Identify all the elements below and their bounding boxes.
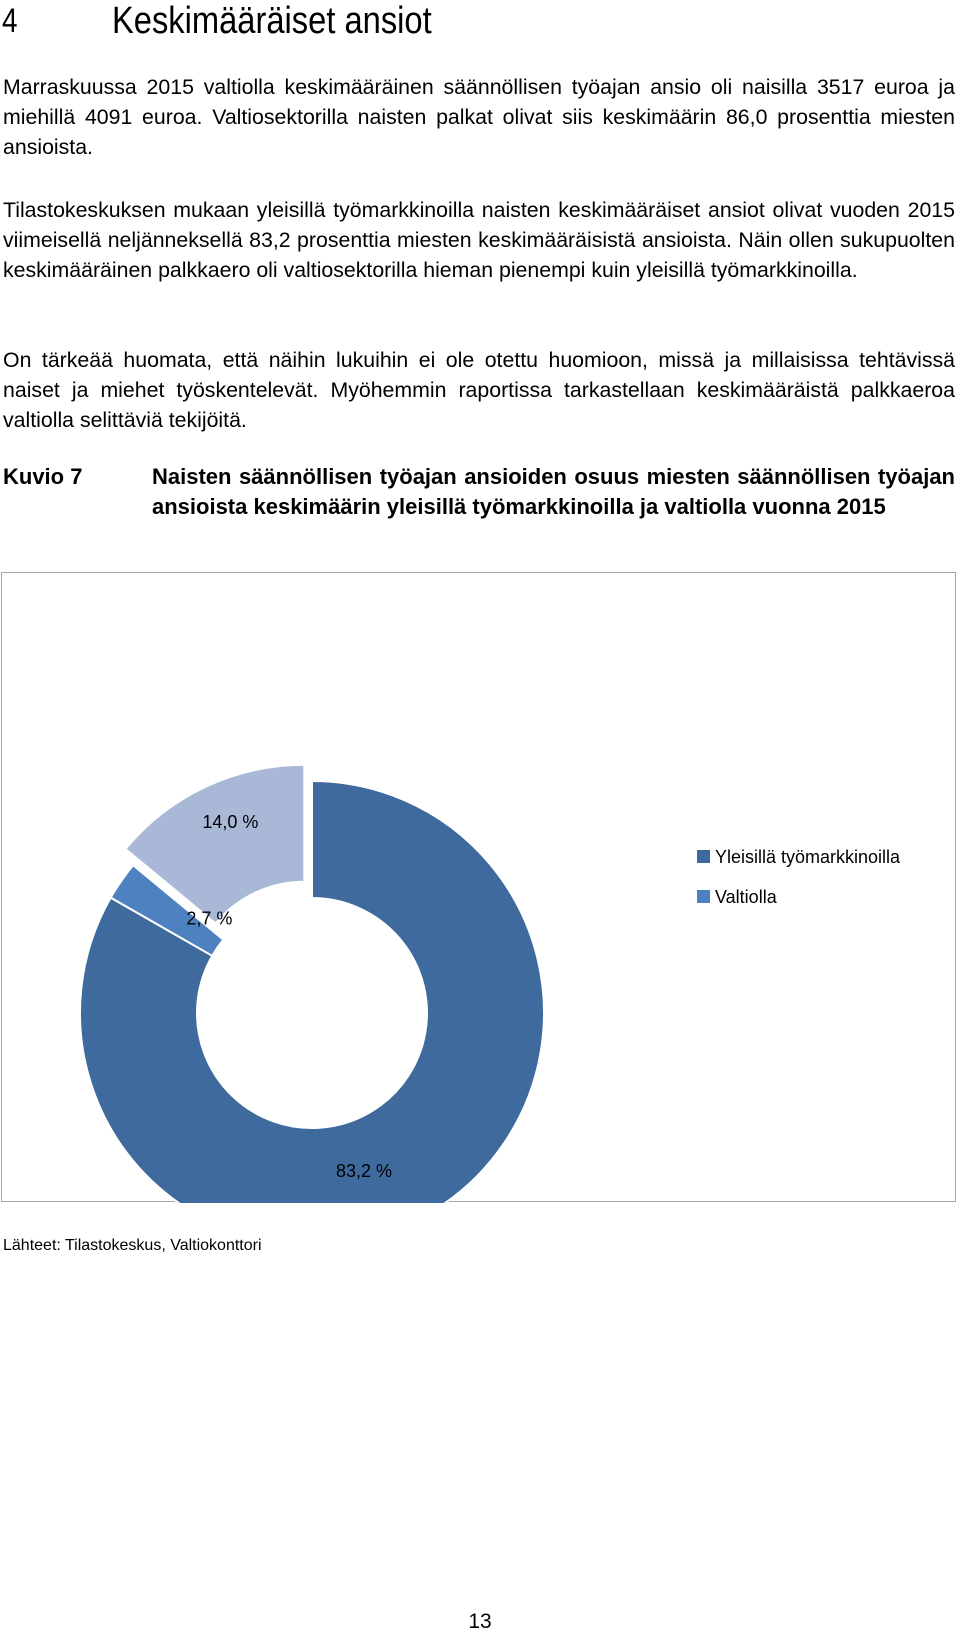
doughnut-chart — [2, 573, 957, 1203]
paragraph-1: Marraskuussa 2015 valtiolla keskimääräinen säännöllisen työajan ansio oli naisilla 3517 euroa ja miehillä 4091 euroa. Valtiosektorilla naisten palkat olivat siis keskimäärin 86,0 prosenttia miesten ansioista. — [3, 75, 955, 159]
chart-area — [1, 572, 956, 1202]
figure-label: Kuvio 7 — [3, 464, 83, 489]
slice-label-3: 14,0 % — [202, 811, 259, 832]
paragraph-3: On tärkeää huomata, että näihin lukuihin ei ole otettu huomioon, missä ja millaisissa tehtävissä naiset ja miehet työskentelevät. Myöhemmin raportissa tarkastellaan keskimääräistä palkkaeroa valtiolla selittäviä tekijöitä. — [3, 348, 955, 432]
legend-swatch-1 — [697, 850, 710, 863]
paragraph-2: Tilastokeskuksen mukaan yleisillä työmarkkinoilla naisten keskimääräiset ansiot olivat vuoden 2015 viimeisellä neljänneksellä 83,2 prosenttia miesten keskimääräisistä ansioista. Näin ollen sukupuolten keskimääräinen palkkaero oli valtiosektorilla hieman pienempi kuin yleisillä työmarkkinoilla. — [3, 198, 955, 282]
slice-label-1: 83,2 % — [335, 1161, 393, 1182]
figure-title: Naisten säännöllisen työajan ansioiden osuus miesten säännöllisen työajan ansioista keskimäärin yleisillä työmarkkinoilla ja valtiolla vuonna 2015 — [152, 464, 955, 519]
page-number: 13 — [468, 1610, 492, 1633]
legend-label-1: Yleisillä työmarkkinoilla — [715, 847, 901, 867]
section-number: 4 — [2, 2, 18, 40]
slice-label-2: 2,7 % — [186, 908, 233, 929]
legend-swatch-2 — [697, 890, 710, 903]
legend-label-2: Valtiolla — [715, 887, 777, 907]
section-title: Keskimääräiset ansiot — [112, 0, 432, 42]
source-note: Lähteet: Tilastokeskus, Valtiokonttori — [3, 1237, 262, 1254]
